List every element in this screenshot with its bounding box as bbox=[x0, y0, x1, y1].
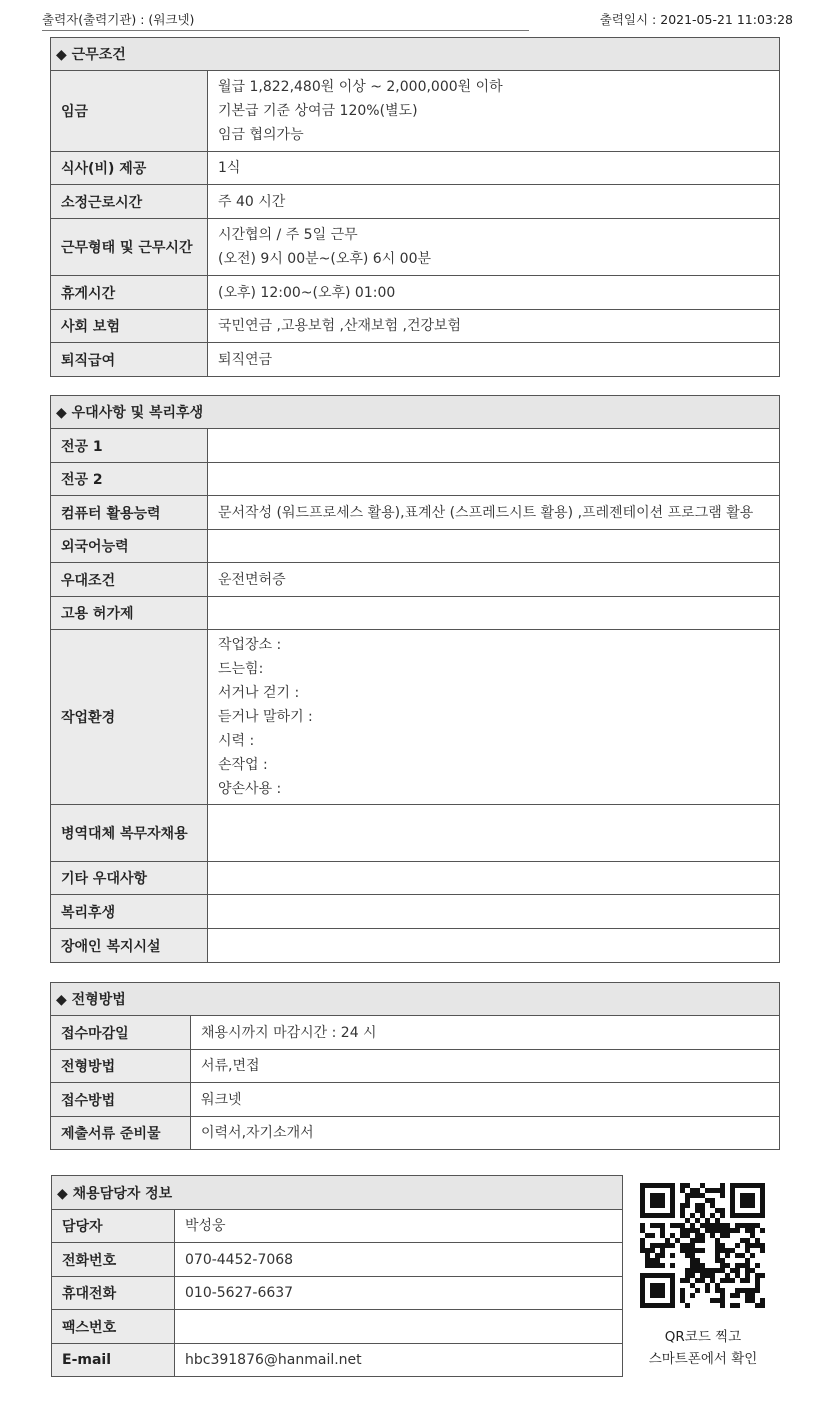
major1-value bbox=[208, 429, 780, 463]
environment-line: 손작업 : bbox=[218, 757, 268, 773]
qr-caption bbox=[628, 1326, 778, 1370]
work-type-line: (오전) 9시 00분~(오후) 6시 00분 bbox=[218, 251, 432, 267]
work-type-line: 시간협의 / 주 5일 근무 bbox=[218, 227, 358, 243]
preferences-table bbox=[50, 395, 780, 963]
wage-line: 월급 1,822,480원 이상 ~ 2,000,000원 이하 bbox=[218, 79, 503, 95]
environment-label: 작업환경 bbox=[51, 630, 208, 805]
environment-line: 시력 : bbox=[218, 733, 255, 749]
deadline-value: 채용시까지 마감시간 : 24 시 bbox=[191, 1016, 780, 1050]
section-title-work: ◆ 근무조건 bbox=[51, 38, 780, 71]
phone-value: 070-4452-7068 bbox=[175, 1243, 623, 1277]
meal-label: 식사(비) 제공 bbox=[51, 152, 208, 185]
email-label: E-mail bbox=[52, 1344, 175, 1377]
header-divider bbox=[42, 30, 529, 31]
receipt-method-label: 접수방법 bbox=[51, 1083, 191, 1117]
mobile-label: 휴대전화 bbox=[52, 1277, 175, 1310]
email-value: hbc391876@hanmail.net bbox=[175, 1344, 623, 1377]
break-label: 휴게시간 bbox=[51, 276, 208, 310]
deadline-label: 접수마감일 bbox=[51, 1016, 191, 1050]
selection-method-value: 서류,면접 bbox=[191, 1050, 780, 1083]
disabled-facility-value bbox=[208, 929, 780, 963]
selection-table bbox=[50, 982, 780, 1150]
print-date: 출력일시 : 2021-05-21 11:03:28 bbox=[599, 12, 793, 27]
etc-value bbox=[208, 862, 780, 895]
insurance-value: 국민연금 ,고용보험 ,산재보험 ,건강보험 bbox=[208, 310, 780, 343]
preference-value: 운전면허증 bbox=[208, 563, 780, 597]
disabled-facility-label: 장애인 복지시설 bbox=[51, 929, 208, 963]
environment-line: 양손사용 : bbox=[218, 781, 282, 797]
retire-value: 퇴직연금 bbox=[208, 343, 780, 377]
hours-label: 소정근로시간 bbox=[51, 185, 208, 219]
selection-method-label: 전형방법 bbox=[51, 1050, 191, 1083]
major2-label: 전공 2 bbox=[51, 463, 208, 496]
language-value bbox=[208, 530, 780, 563]
computer-label: 컴퓨터 활용능력 bbox=[51, 496, 208, 530]
qr-caption-line: QR코드 찍고 bbox=[664, 1329, 742, 1345]
phone-label: 전화번호 bbox=[52, 1243, 175, 1277]
permit-value bbox=[208, 597, 780, 630]
permit-label: 고용 허가제 bbox=[51, 597, 208, 630]
section-title-select: ◆ 전형방법 bbox=[51, 983, 780, 1016]
wage-label: 임금 bbox=[51, 71, 208, 152]
person-label: 담당자 bbox=[52, 1210, 175, 1243]
preference-label: 우대조건 bbox=[51, 563, 208, 597]
welfare-label: 복리후생 bbox=[51, 895, 208, 929]
fax-value bbox=[175, 1310, 623, 1344]
environment-line: 서거나 걷기 : bbox=[218, 685, 300, 701]
documents-value: 이력서,자기소개서 bbox=[191, 1117, 780, 1150]
wage-line: 임금 협의가능 bbox=[218, 127, 304, 143]
hours-value: 주 40 시간 bbox=[208, 185, 780, 219]
person-value: 박성웅 bbox=[175, 1210, 623, 1243]
break-value: (오후) 12:00~(오후) 01:00 bbox=[208, 276, 780, 310]
work-conditions-table bbox=[50, 37, 780, 377]
mobile-value: 010-5627-6637 bbox=[175, 1277, 623, 1310]
documents-label: 제출서류 준비물 bbox=[51, 1117, 191, 1150]
welfare-value bbox=[208, 895, 780, 929]
contact-table bbox=[51, 1175, 623, 1377]
environment-value bbox=[208, 630, 780, 805]
receipt-method-value: 워크넷 bbox=[191, 1083, 780, 1117]
section-title-contact: ◆ 채용담당자 정보 bbox=[52, 1176, 623, 1210]
retire-label: 퇴직급여 bbox=[51, 343, 208, 377]
wage-value bbox=[208, 71, 780, 152]
work-type-label: 근무형태 및 근무시간 bbox=[51, 219, 208, 276]
etc-label: 기타 우대사항 bbox=[51, 862, 208, 895]
printer-info: 출력자(출력기관) : (워크넷) bbox=[42, 12, 195, 27]
work-type-value bbox=[208, 219, 780, 276]
military-value bbox=[208, 805, 780, 862]
computer-value: 문서작성 (워드프로세스 활용),표계산 (스프레드시트 활용) ,프레젠테이션 프로그램 활용 bbox=[208, 496, 780, 530]
section-title-pref: ◆ 우대사항 및 복리후생 bbox=[51, 396, 780, 429]
military-label: 병역대체 복무자채용 bbox=[51, 805, 208, 862]
qr-code-icon bbox=[640, 1183, 765, 1308]
environment-line: 작업장소 : bbox=[218, 637, 282, 653]
insurance-label: 사회 보험 bbox=[51, 310, 208, 343]
wage-line: 기본급 기준 상여금 120%(별도) bbox=[218, 103, 418, 119]
qr-caption-line: 스마트폰에서 확인 bbox=[648, 1351, 758, 1367]
language-label: 외국어능력 bbox=[51, 530, 208, 563]
environment-line: 듣거나 말하기 : bbox=[218, 709, 313, 725]
major2-value bbox=[208, 463, 780, 496]
major1-label: 전공 1 bbox=[51, 429, 208, 463]
fax-label: 팩스번호 bbox=[52, 1310, 175, 1344]
meal-value: 1식 bbox=[208, 152, 780, 185]
environment-line: 드는힘: bbox=[218, 661, 264, 677]
